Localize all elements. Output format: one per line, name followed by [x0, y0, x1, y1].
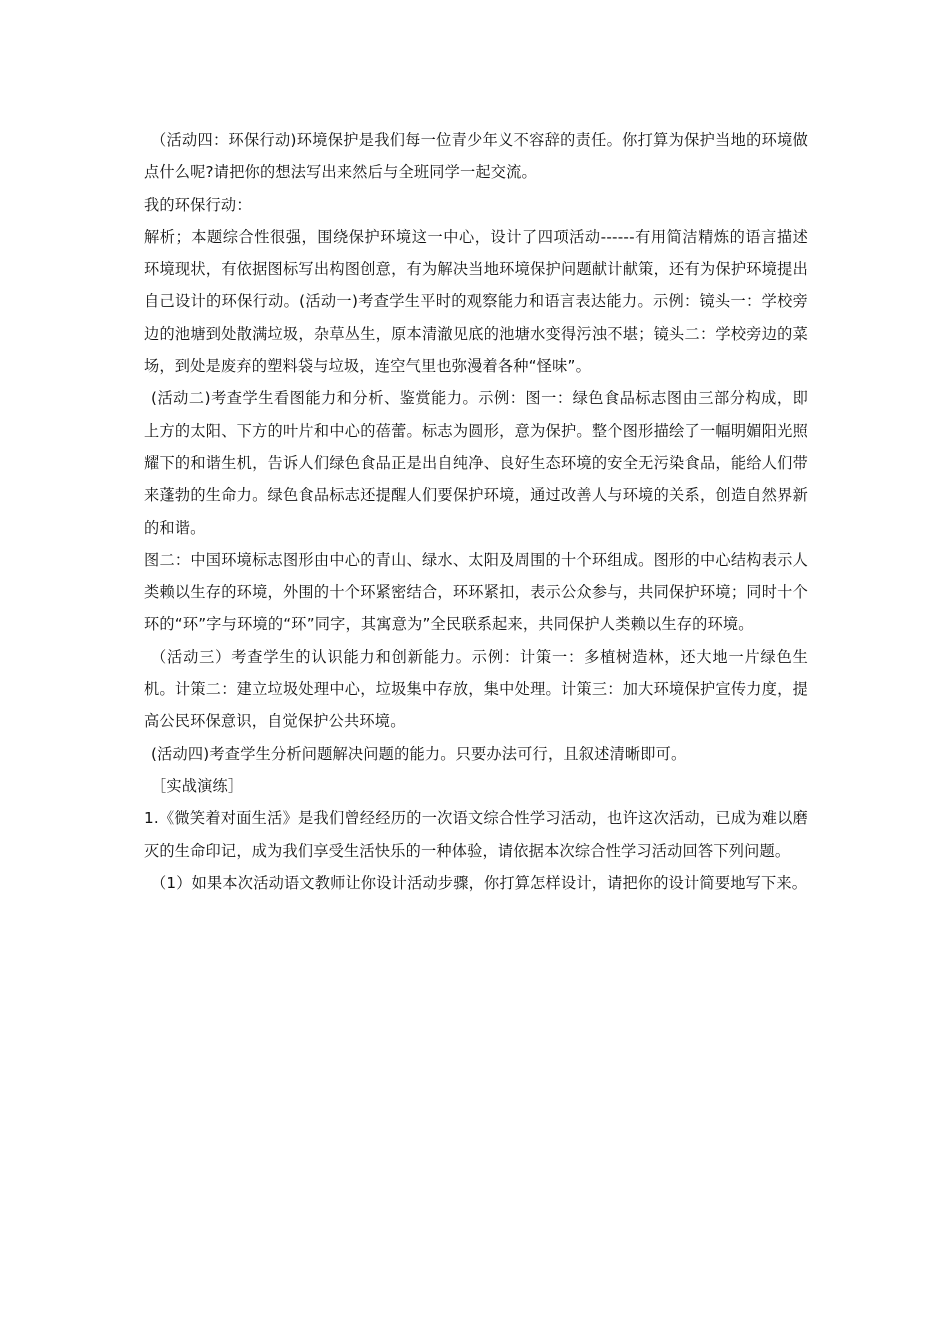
paragraph-figure-two-answer: 图二：中国环境标志图形由中心的青山、绿水、太阳及周围的十个环组成。图形的中心结构表示人类赖以生存的环境，外围的十个环紧密结合，环环紧扣，表示公众参与，共同保护环境；同时十个环的“环”字与环境的“环”同字，其寓意为”全民联系起来，共同保护人类赖以生存的环境。	[144, 550, 808, 634]
paragraph-activity-three-answer: （活动三）考查学生的认识能力和创新能力。示例：计策一：多植树造林，还大地一片绿色生机。计策二：建立垃圾处理中心，垃圾集中存放，集中处理。计策三：加大环境保护宣传力度，提高公民环保意识，自觉保护公共环境。	[144, 647, 808, 731]
paragraph-analysis: 解析；本题综合性很强，围绕保护环境这一中心，设计了四项活动------有用简洁精炼的语言描述环境现状，有依据图标写出构图创意，有为解决当地环境保护问题献计献策，还有为保护环境提出自己设计的环保行动。(活动一)考查学生平时的观察能力和语言表达能力。示例：镜头一：学校旁边的池塘到处散满垃圾，杂草丛生，原本清澈见底的池塘水变得污浊不堪；镜头二：学校旁边的菜场，到处是废弃的塑料袋与垃圾，连空气里也弥漫着各种“怪味”。	[144, 227, 808, 376]
question-one-intro: 1.《微笑着对面生活》是我们曾经经历的一次语文综合性学习活动，也许这次活动，已成为难以磨灭的生命印记，成为我们享受生活快乐的一种体验，请依据本次综合性学习活动回答下列问题。	[144, 809, 808, 860]
document-page	[144, 124, 808, 899]
paragraph-activity-four-prompt: （活动四：环保行动)环境保护是我们每一位青少年义不容辞的责任。你打算为保护当地的环境做点什么呢?请把你的想法写出来然后与全班同学一起交流。	[144, 131, 808, 182]
paragraph-my-action-label: 我的环保行动：	[144, 195, 252, 214]
section-heading-practice: ［实战演练］	[151, 776, 244, 795]
paragraph-activity-two-answer: (活动二)考查学生看图能力和分析、鉴赏能力。示例：图一：绿色食品标志图由三部分构成，即上方的太阳、下方的叶片和中心的蓓蕾。标志为圆形，意为保护。整个图形描绘了一幅明媚阳光照耀下的和谐生机，告诉人们绿色食品正是出自纯净、良好生态环境的安全无污染食品，能给人们带来蓬勃的生命力。绿色食品标志还提醒人们要保护环境，通过改善人与环境的关系，创造自然界新的和谐。	[144, 389, 808, 537]
question-one-part-one: （1）如果本次活动语文教师让你设计活动步骤，你打算怎样设计，请把你的设计简要地写下来。	[151, 873, 808, 892]
paragraph-activity-four-answer: (活动四)考查学生分析问题解决问题的能力。只要办法可行，且叙述清晰即可。	[151, 744, 687, 763]
